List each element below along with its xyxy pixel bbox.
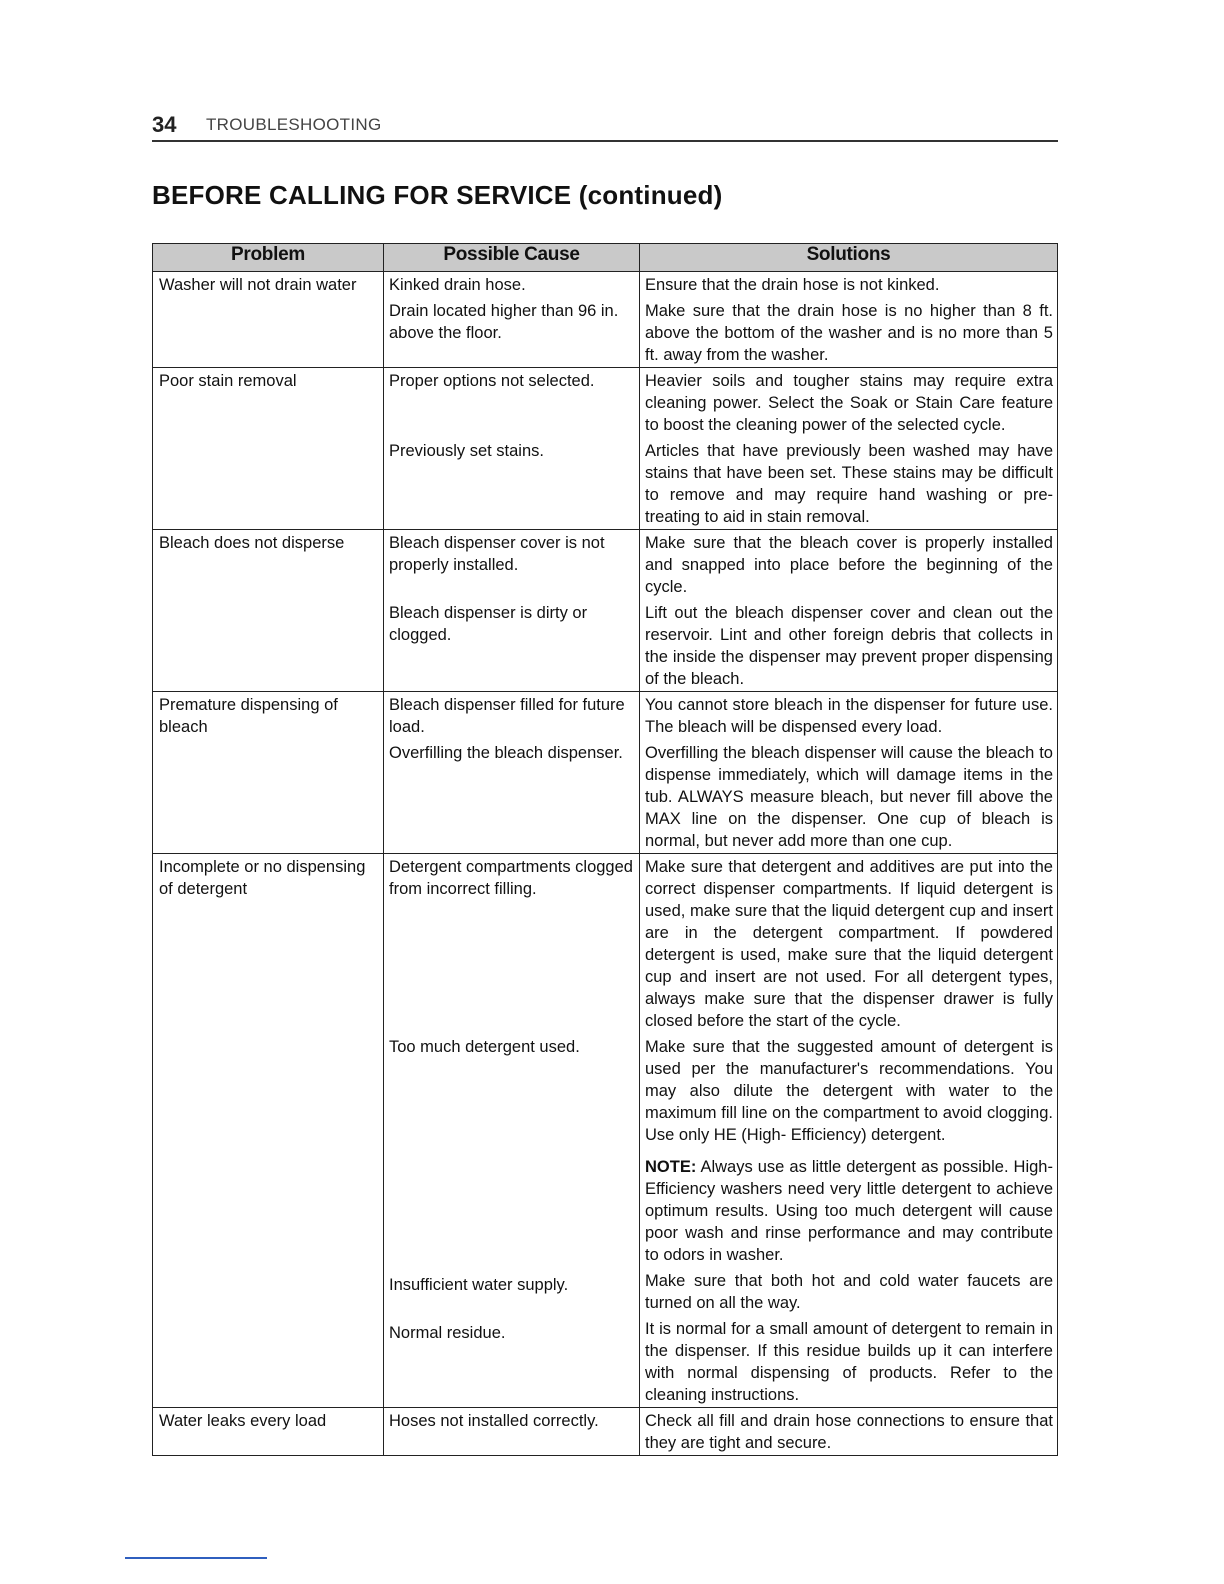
cause-text: Insufficient water supply. bbox=[389, 1276, 569, 1294]
solution-cell bbox=[640, 854, 1058, 1408]
cause-text: Bleach dispenser filled for future load. bbox=[389, 696, 625, 736]
table-header-row bbox=[153, 244, 1058, 272]
solution-cell bbox=[640, 692, 1058, 854]
table-row bbox=[153, 854, 1058, 1408]
footer-link-underline bbox=[125, 1557, 267, 1559]
solution-text: It is normal for a small amount of detergent to remain in the dispenser. If this residue builds up it can interfere with normal dispensing of products. Refer to the cleaning instructions. bbox=[645, 1320, 1053, 1404]
cause-cell bbox=[384, 530, 640, 692]
cause-text: Detergent compartments clogged from incorrect filling. bbox=[389, 858, 633, 898]
cause-text: Bleach dispenser is dirty or clogged. bbox=[389, 604, 588, 644]
solution-text: Make sure that the bleach cover is properly installed and snapped into place before the beginning of the cycle. bbox=[645, 534, 1053, 596]
cause-text: Proper options not selected. bbox=[389, 372, 595, 390]
solution-text: Overfilling the bleach dispenser will cause the bleach to dispense immediately, which will damage items in the tub. ALWAYS measure bleach, but never fill above the MAX line on the dispenser. One cup of bleach is normal, but never add more than one cup. bbox=[645, 744, 1053, 850]
solution-text: Make sure that both hot and cold water faucets are turned on all the way. bbox=[645, 1272, 1053, 1312]
cause-cell bbox=[384, 368, 640, 530]
table-row bbox=[153, 272, 1058, 368]
solution-cell bbox=[640, 272, 1058, 368]
cause-cell bbox=[384, 692, 640, 854]
table-row bbox=[153, 1408, 1058, 1456]
cause-text: Bleach dispenser cover is not properly installed. bbox=[389, 534, 605, 574]
solution-text: Make sure that detergent and additives are put into the correct dispenser compartments. If liquid detergent is used, make sure that the liquid detergent cup and insert are in the detergent compartment. If powdered detergent is used, make sure that the liquid detergent cup and insert are not used. For all detergent types, always make sure that the dispenser drawer is fully closed before the start of the cycle. bbox=[645, 858, 1053, 1030]
problem-text: Poor stain removal bbox=[159, 372, 297, 390]
solution-text: Check all fill and drain hose connections to ensure that they are tight and secure. bbox=[645, 1412, 1053, 1452]
cause-text: Too much detergent used. bbox=[389, 1038, 580, 1056]
solution-cell bbox=[640, 368, 1058, 530]
solution-text: Make sure that the suggested amount of detergent is used per the manufacturer's recommendations. You may also dilute the detergent with water to the maximum fill line on the compartment to avoid clogging. Use only HE (High- Efficiency) detergent. bbox=[645, 1038, 1053, 1144]
cause-text: Drain located higher than 96 in. above the floor. bbox=[389, 302, 619, 342]
cause-text: Overfilling the bleach dispenser. bbox=[389, 744, 623, 762]
solution-text: Ensure that the drain hose is not kinked. bbox=[645, 276, 940, 294]
problem-cell bbox=[153, 530, 384, 692]
problem-cell bbox=[153, 368, 384, 530]
solution-text: Heavier soils and tougher stains may require extra cleaning power. Select the Soak or Stain Care feature to boost the cleaning power of the selected cycle. bbox=[645, 372, 1053, 434]
page-number: 34 bbox=[152, 112, 177, 137]
cause-cell bbox=[384, 1408, 640, 1456]
problem-cell bbox=[153, 692, 384, 854]
column-header-problem: Problem bbox=[153, 244, 384, 272]
problem-cell bbox=[153, 1408, 384, 1456]
solution-cell bbox=[640, 530, 1058, 692]
problem-text: Water leaks every load bbox=[159, 1412, 327, 1430]
solution-text: Lift out the bleach dispenser cover and clean out the reservoir. Lint and other foreign debris that collects in the inside the dispenser may prevent proper dispensing of the bleach. bbox=[645, 604, 1053, 688]
column-header-solutions: Solutions bbox=[640, 244, 1058, 272]
note-label: NOTE: bbox=[645, 1158, 697, 1176]
solution-text: You cannot store bleach in the dispenser for future use. The bleach will be dispensed every load. bbox=[645, 696, 1053, 736]
note-paragraph bbox=[640, 1156, 1057, 1266]
table-row bbox=[153, 368, 1058, 530]
page-title: BEFORE CALLING FOR SERVICE (continued) bbox=[152, 180, 723, 210]
troubleshooting-table bbox=[152, 243, 1058, 1456]
table-row bbox=[153, 692, 1058, 854]
table-row bbox=[153, 530, 1058, 692]
cause-text: Kinked drain hose. bbox=[389, 276, 526, 294]
cause-text: Hoses not installed correctly. bbox=[389, 1412, 599, 1430]
cause-cell bbox=[384, 272, 640, 368]
solution-text: Make sure that the drain hose is no higher than 8 ft. above the bottom of the washer and is no more than 5 ft. away from the washer. bbox=[645, 302, 1053, 364]
section-name: TROUBLESHOOTING bbox=[206, 115, 382, 134]
column-header-possible-cause: Possible Cause bbox=[384, 244, 640, 272]
cause-text: Normal residue. bbox=[389, 1324, 506, 1342]
cause-text: Previously set stains. bbox=[389, 442, 544, 460]
note-text: Always use as little detergent as possible. High-Efficiency washers need very little detergent to achieve optimum results. Using too much detergent will cause poor wash and rinse performance and may contribute to odors in washer. bbox=[645, 1158, 1053, 1264]
cause-cell bbox=[384, 854, 640, 1408]
problem-cell bbox=[153, 272, 384, 368]
problem-text: Bleach does not disperse bbox=[159, 534, 345, 552]
solution-text: Articles that have previously been washed may have stains that have been set. These stains may be difficult to remove and may require hand washing or pre-treating to aid in stain removal. bbox=[645, 442, 1053, 526]
page-header bbox=[152, 112, 1058, 142]
problem-text: Premature dispensing of bleach bbox=[159, 696, 338, 736]
solution-cell bbox=[640, 1408, 1058, 1456]
problem-text: Washer will not drain water bbox=[159, 276, 357, 294]
problem-cell bbox=[153, 854, 384, 1408]
problem-text: Incomplete or no dispensing of detergent bbox=[159, 858, 366, 898]
